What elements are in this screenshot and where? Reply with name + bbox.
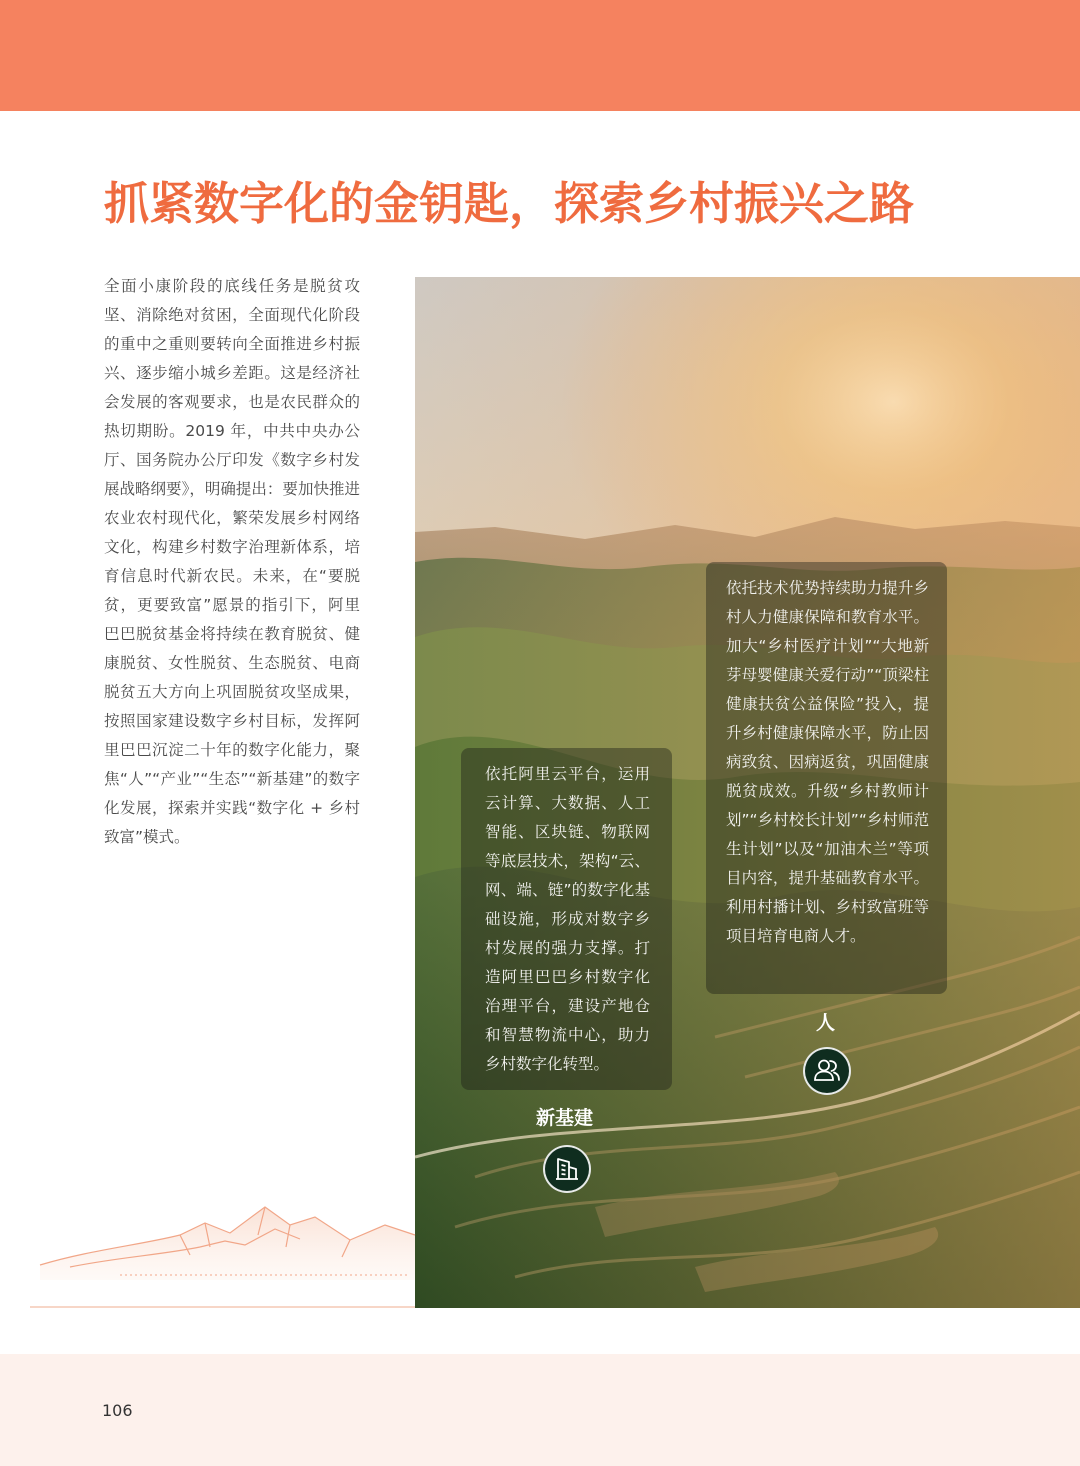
header-band (0, 0, 1080, 111)
intro-paragraph: 全面小康阶段的底线任务是脱贫攻坚、消除绝对贫困，全面现代化阶段的重中之重则要转向全面推进乡村振兴、逐步缩小城乡差距。这是经济社会发展的客观要求，也是农民群众的热切期盼。2019 年，中共中央办公厅、国务院办公厅印发《数字乡村发展战略纲要》，明确提出：要加快推进农业农村现代化，繁荣发展乡村网络文化，构建乡村数字治理新体系，培育信息时代新农民。未来，在“要脱贫，更要致富”愿景的指引下，阿里巴巴脱贫基金将持续在教育脱贫、健康脱贫、女性脱贫、生态脱贫、电商脱贫五大方向上巩固脱贫攻坚成果，按照国家建设数字乡村目标，发挥阿里巴巴沉淀二十年的数字化能力，聚焦“人”“产业”“生态”“新基建”的数字化发展，探索并实践“数字化 + 乡村致富”模式。 (104, 277, 360, 846)
people-description-card: 依托技术优势持续助力提升乡村人力健康保障和教育水平。加大“乡村医疗计划”“大地新芽母婴健康关爱行动”“顶梁柱健康扶贫公益保险”投入，提升乡村健康保障水平，防止因病致贫、因病返贫，巩固健康脱贫成效。升级“乡村教师计划”“乡村校长计划”“乡村师范生计划”以及“加油木兰”等项目内容，提升基础教育水平。利用村播计划、乡村致富班等项目培育电商人才。 (706, 562, 947, 994)
footer-band (0, 1354, 1080, 1466)
infrastructure-label: 新基建 (536, 1107, 594, 1129)
mountain-line-decoration (30, 1195, 420, 1315)
people-icon (803, 1047, 851, 1095)
people-label: 人 (816, 1012, 836, 1034)
page-title: 抓紧数字化的金钥匙，探索乡村振兴之路 (104, 177, 915, 230)
infrastructure-description-card: 依托阿里云平台，运用云计算、大数据、人工智能、区块链、物联网等底层技术，架构“云、网、端、链”的数字化基础设施，形成对数字乡村发展的强力支撑。打造阿里巴巴乡村数字化治理平台，建设产地仓和智慧物流中心，助力乡村数字化转型。 (461, 748, 672, 1090)
page-number: 106 (102, 1401, 133, 1420)
building-icon (543, 1145, 591, 1193)
